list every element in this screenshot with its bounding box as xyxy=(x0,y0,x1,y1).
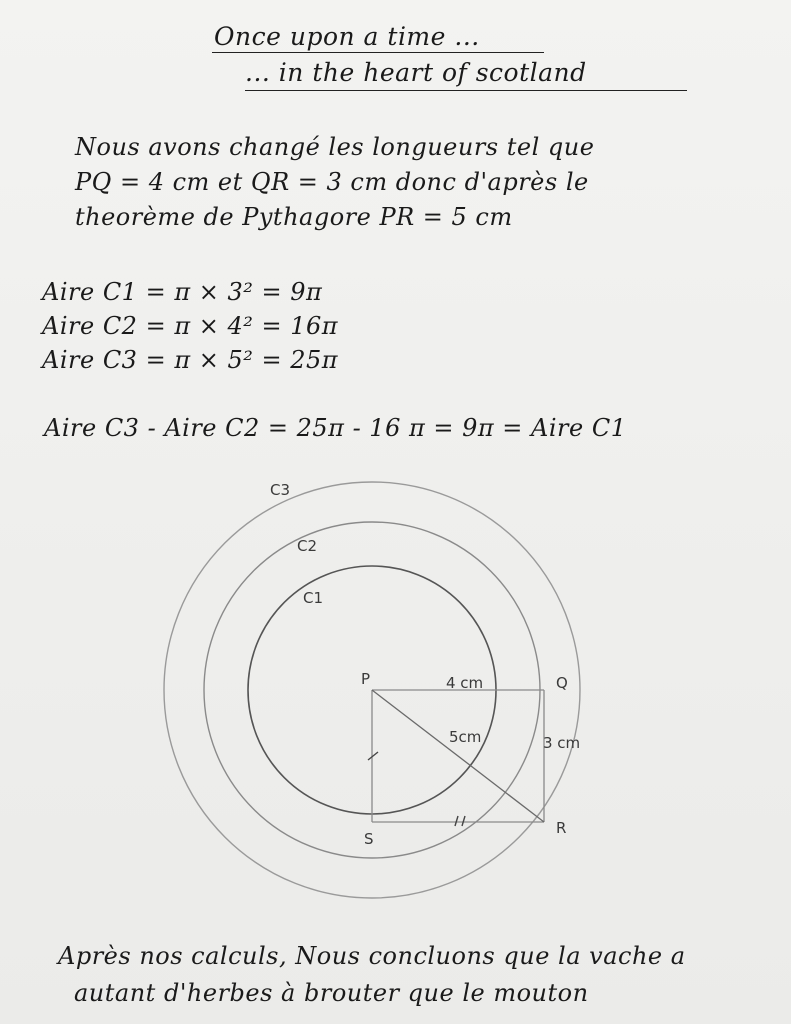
label-point-s: S xyxy=(364,830,374,848)
area-difference-equation: Aire C3 - Aire C2 = 25π - 16 π = 9π = Aire C1 xyxy=(44,414,627,442)
label-c1: C1 xyxy=(303,589,324,607)
area-c3-equation: Aire C3 = π × 5² = 25π xyxy=(42,346,339,374)
intro-line-2: PQ = 4 cm et QR = 3 cm donc d'après le xyxy=(75,168,589,196)
label-length-qr: 3 cm xyxy=(543,734,581,752)
conclusion-line-2: autant d'herbes à brouter que le mouton xyxy=(74,979,589,1007)
label-length-pr: 5cm xyxy=(449,728,482,746)
label-point-r: R xyxy=(556,819,567,837)
conclusion-paragraph xyxy=(58,938,788,1012)
label-c2: C2 xyxy=(297,537,318,555)
label-point-p: P xyxy=(361,670,371,688)
conclusion-line-1: Après nos calculs, Nous concluons que la vache a xyxy=(58,942,686,970)
title-line-2: ... in the heart of scotland xyxy=(245,58,587,87)
tick-mark-sr-1 xyxy=(455,816,458,826)
label-point-q: Q xyxy=(556,674,568,692)
tick-mark-ps xyxy=(368,752,378,760)
intro-line-3: theorème de Pythagore PR = 5 cm xyxy=(75,203,513,231)
label-c3: C3 xyxy=(270,481,291,499)
area-c2-equation: Aire C2 = π × 4² = 16π xyxy=(42,312,339,340)
tick-mark-sr-2 xyxy=(462,816,465,826)
intro-line-1: Nous avons changé les longueurs tel que xyxy=(75,133,595,161)
segment-pr xyxy=(372,690,544,822)
title-line-1: Once upon a time ... xyxy=(214,22,480,51)
label-length-pq: 4 cm xyxy=(446,674,484,692)
area-c1-equation: Aire C1 = π × 3² = 9π xyxy=(42,278,323,306)
